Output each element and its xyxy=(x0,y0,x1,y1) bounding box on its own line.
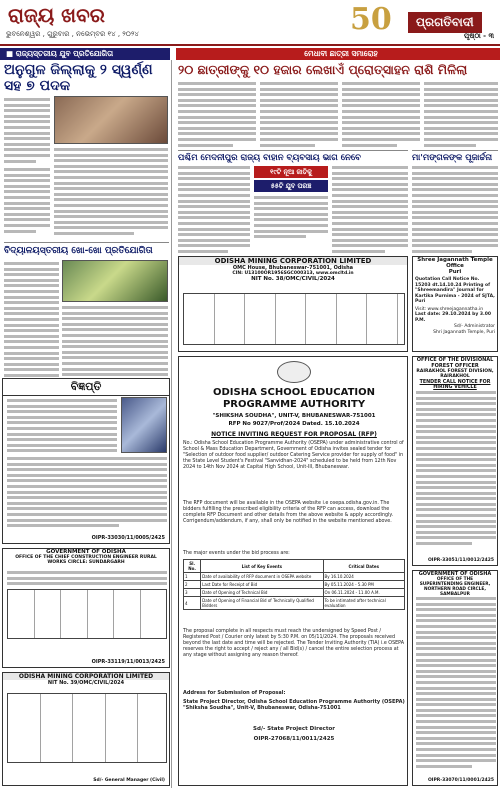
newspaper-name: ପ୍ରଗତିବାଦୀ xyxy=(408,12,482,33)
omc-title: ODISHA MINING CORPORATION LIMITED xyxy=(179,257,407,265)
cell: By 05.11.2024 - 5.30 PM xyxy=(323,581,404,589)
table-row xyxy=(184,589,405,597)
omc2-signature: Sd/- General Manager (Civil) xyxy=(93,778,165,783)
osepa-oipr: OIPR-27068/11/0011/2425 xyxy=(253,736,335,742)
omc-tender-notice xyxy=(178,256,408,352)
callout-2: ୫୫ଟି ଯୁବ ପରଞ୍ଚ xyxy=(254,180,328,192)
khokho-team-photo xyxy=(62,260,168,302)
osepa-address: "SHIKSHA SOUDHA", UNIT-V, BHUBANESWAR-751001 xyxy=(212,413,376,419)
callout-1: ୧୯ଟି ନୂଆ ଜାତିକୁ xyxy=(254,166,328,178)
cell: Date of Opening of Financial Bid of Technically Qualified Bidders xyxy=(201,597,323,610)
table-row xyxy=(184,597,405,610)
khokho-headline: ବିଦ୍ୟାଳୟସ୍ତରୀୟ ଖୋ-ଖୋ ପ୍ରତିଯୋଗିତା xyxy=(4,242,169,257)
dfo-oipr: OIPR-33051/11/0012/2425 xyxy=(427,558,494,563)
rural-oipr: OIPR-33119/11/0013/2425 xyxy=(91,659,165,665)
osepa-body-2: The RFP document will be available in the OSEPA website i.e osepa.odisha.gov.in. The bidders fulfilling the prescribed eligibility criteria of the RFP can access, download the complete RFP Document and other details from the above website & apply accordingly. Corrigendum/addendum, if any, shall only be notified in the website mentioned above. xyxy=(183,501,394,524)
section-title: ରାଜ୍ୟ ଖବର xyxy=(8,3,105,27)
osepa-signature: Sd/- State Project Director xyxy=(253,726,335,732)
rural-title: GOVERNMENT OF ODISHA xyxy=(46,549,126,555)
notice-oipr: OIPR-33030/11/0005/2425 xyxy=(91,535,165,541)
temple-last-date: Last date: 29.10.2024 by 3.00 P.M. xyxy=(415,312,491,323)
main-story-col4 xyxy=(424,82,498,149)
omc-nit: NIT No. 38/OMC/CIVIL/2024 xyxy=(251,276,335,282)
dfo-subtitle: RAIRAKHOL FOREST DIVISION, RAIRAKHOL xyxy=(416,369,494,379)
temple-subtitle: Puri xyxy=(448,269,462,275)
public-notice xyxy=(2,378,170,544)
left-story-text-2 xyxy=(54,148,168,238)
temple-body: Quotation Call Notice No. 15203 dt.14.10.24 Printing of "Shreemandira" Journal for Kartika Purnima - 2024 of SJTA, Puri xyxy=(415,277,495,304)
osepa-address-value: State Project Director, Odisha School Education Programme Authority (OSEPA) "Shiksha Soudha", Unit-V, Bhubaneswar, Odisha-751001 xyxy=(183,699,405,711)
sub-headline-2: ମା'ମଙ୍ଗଳଙ୍କ ପୂଜାର୍ଚ୍ଚନା xyxy=(412,150,498,163)
road-subtitle: OFFICE OF THE SUPERINTENDING ENGINEER, NORTHERN ROAD CIRCLE, SAMBALPUR xyxy=(419,577,491,597)
sports-team-photo xyxy=(54,96,168,144)
road-text xyxy=(416,597,496,770)
left-story-text-3 xyxy=(4,168,50,235)
page-number: ପୃଷ୍ଠା - ୩ xyxy=(464,32,494,40)
dfo-title: OFFICE OF THE DIVISIONAL FOREST OFFICER xyxy=(416,357,494,369)
notice-title: ବିଜ୍ଞପ୍ତି xyxy=(3,379,169,396)
notice-text xyxy=(7,399,117,455)
sub-story-col2 xyxy=(254,196,328,241)
osepa-rfp-notice xyxy=(178,356,408,786)
temple-sig-2: Shri Jagannath Temple, Puri xyxy=(433,329,495,335)
col-date: Critical Dates xyxy=(323,560,404,573)
masthead xyxy=(0,0,500,46)
right-column xyxy=(176,60,500,788)
left-kicker: ■ ରାଜ୍ୟସ୍ତରୀୟ ଯୁବ ପ୍ରତିଯୋଗିତା xyxy=(0,48,170,60)
road-circle-tender xyxy=(412,570,498,786)
omc-cin: CIN: U13100OR1956SGC000313, www.omcltd.in xyxy=(232,271,354,276)
notice-text-2 xyxy=(7,457,167,530)
main-story-col3 xyxy=(342,82,420,149)
osepa-address-label: Address for Submission of Proposal: xyxy=(183,690,286,696)
khokho-text xyxy=(4,262,59,396)
col-sl: Sl. No. xyxy=(184,560,201,573)
anniversary-number: 50 xyxy=(350,2,392,37)
road-oipr: OIPR-33070/11/0001/2425 xyxy=(427,778,494,783)
omc-tender-2 xyxy=(2,672,170,786)
main-story-col2 xyxy=(260,82,338,149)
rural-works-tender xyxy=(2,548,170,668)
cell: Date of availability of RFP document in OSEPA website xyxy=(201,573,323,581)
osepa-body-4: The proposal complete in all respects must reach the undersigned by Speed Post / Registered Post / Courier only latest by 5:30 P.M. on 05/11/2024. The proposals received beyond the last date and time will be rejected. The Tender Inviting Authority (TIA) i.e OSEPA reserves the right to accept / reject any / all Bid(s) / cancel the entire selection process at any stage without assigning any reason thereof. xyxy=(183,629,405,658)
temple-sig-1: Sd/- Administrator xyxy=(454,324,495,329)
cell: 4 xyxy=(184,597,201,610)
missing-person-photo xyxy=(121,397,167,453)
right-kicker: ମେଧାବୀ ଛାତ୍ରୀ ସମାରୋହ xyxy=(176,48,500,60)
table-row xyxy=(184,581,405,589)
left-story-text xyxy=(4,98,50,165)
table-row xyxy=(184,573,405,581)
cell: To be intimated after technical evaluation xyxy=(323,597,404,610)
road-title: GOVERNMENT OF ODISHA xyxy=(418,571,492,577)
sub-story-col4 xyxy=(412,166,498,256)
dfo-text xyxy=(416,391,496,548)
dfo-tender-notice xyxy=(412,356,498,566)
omc2-nit: NIT No. 39/OMC/CIVIL/2024 xyxy=(47,680,125,686)
temple-quotation-notice xyxy=(412,256,498,352)
sub-story-col1 xyxy=(178,166,250,256)
omc-table xyxy=(183,293,405,345)
sub-story-col3 xyxy=(332,166,408,256)
cell: On 06.11.2024 - 11.00 A.M. xyxy=(323,589,404,597)
col-event: List of Key Events xyxy=(201,560,323,573)
omc2-title: ODISHA MINING CORPORATION LIMITED xyxy=(3,673,169,680)
osepa-rfp-number: RFP No 9027/Prof/2024 Dated. 15.10.2024 xyxy=(228,421,360,427)
omc-address: OMC House, Bhubaneswar-751001, Odisha xyxy=(232,265,354,271)
cell: Date of Opening of Technical Bid xyxy=(201,589,323,597)
dfo-heading: TENDER CALL NOTICE FOR HIRING VEHICLE xyxy=(419,380,491,390)
cell: Last Date for Receipt of Bid xyxy=(201,581,323,589)
cell: 3 xyxy=(184,589,201,597)
main-story-col1 xyxy=(178,82,256,149)
date-line: ଭୁବନେଶ୍ୱର , ଗୁରୁବାର , ନଭେମ୍ବର ୧୪ , ୨୦୨୪ xyxy=(6,30,139,38)
sub-headline-1: ପଶ୍ଚିମ ମେଦନୀପୁର ରାଜ୍ୟ ବାହାନ ବ୍ୟବସାୟ ଭାଗ ନେବେ xyxy=(178,150,408,163)
left-headline: ଅନୁଗୁଳ ଜିଲ୍ଲାକୁ ୨ ସ୍ୱର୍ଣ୍ଣ ସହ ୭ ପଦକ xyxy=(4,62,153,94)
cell: 1 xyxy=(184,573,201,581)
osepa-emblem-icon xyxy=(277,361,311,383)
khokho-text-2 xyxy=(62,306,168,384)
osepa-body-3: The major events under the bid process are: xyxy=(183,551,290,556)
main-headline: ୨୦ ଛାତ୍ରୀଙ୍କୁ ୧୦ ହଜାର ଲେଖାଏଁ ପ୍ରୋତ୍ସାହନ ରାଶି ମିଳିଲା xyxy=(178,62,468,77)
osepa-body-1: No.: Odisha School Education Programme Authority (OSEPA) under administrative control of School & Mass Education Department, Government of Odisha invites sealed tender for "Selection of outdoor food supplier/ outdoor Catering Service provider for supply of food" in the State Level Student's Festival "Sanvidhan-2024" scheduled to be held from 12th Nov 2024 to 14th Nov 2024 at Capital High School, Unit-III, Bhubaneswar. xyxy=(183,441,404,470)
rural-text xyxy=(7,571,167,588)
osepa-notice-title: NOTICE INVITING REQUEST FOR PROPOSAL (RFP) xyxy=(211,431,377,438)
left-column xyxy=(0,60,172,788)
temple-title: Shree Jagannath Temple Office xyxy=(417,257,493,269)
osepa-events-table xyxy=(183,559,405,610)
rural-subtitle: OFFICE OF THE CHIEF CONSTRUCTION ENGINEER RURAL WORKS CIRCLE: SUNDARGARH xyxy=(15,555,157,565)
rural-table xyxy=(7,589,167,639)
temple-website: Visit: www.shreejagannatha.in xyxy=(415,306,484,312)
cell: 2 xyxy=(184,581,201,589)
osepa-org: ODISHA SCHOOL EDUCATION PROGRAMME AUTHORITY xyxy=(212,387,376,410)
cell: By 16.10.2024 xyxy=(323,573,404,581)
omc2-table xyxy=(7,693,167,763)
